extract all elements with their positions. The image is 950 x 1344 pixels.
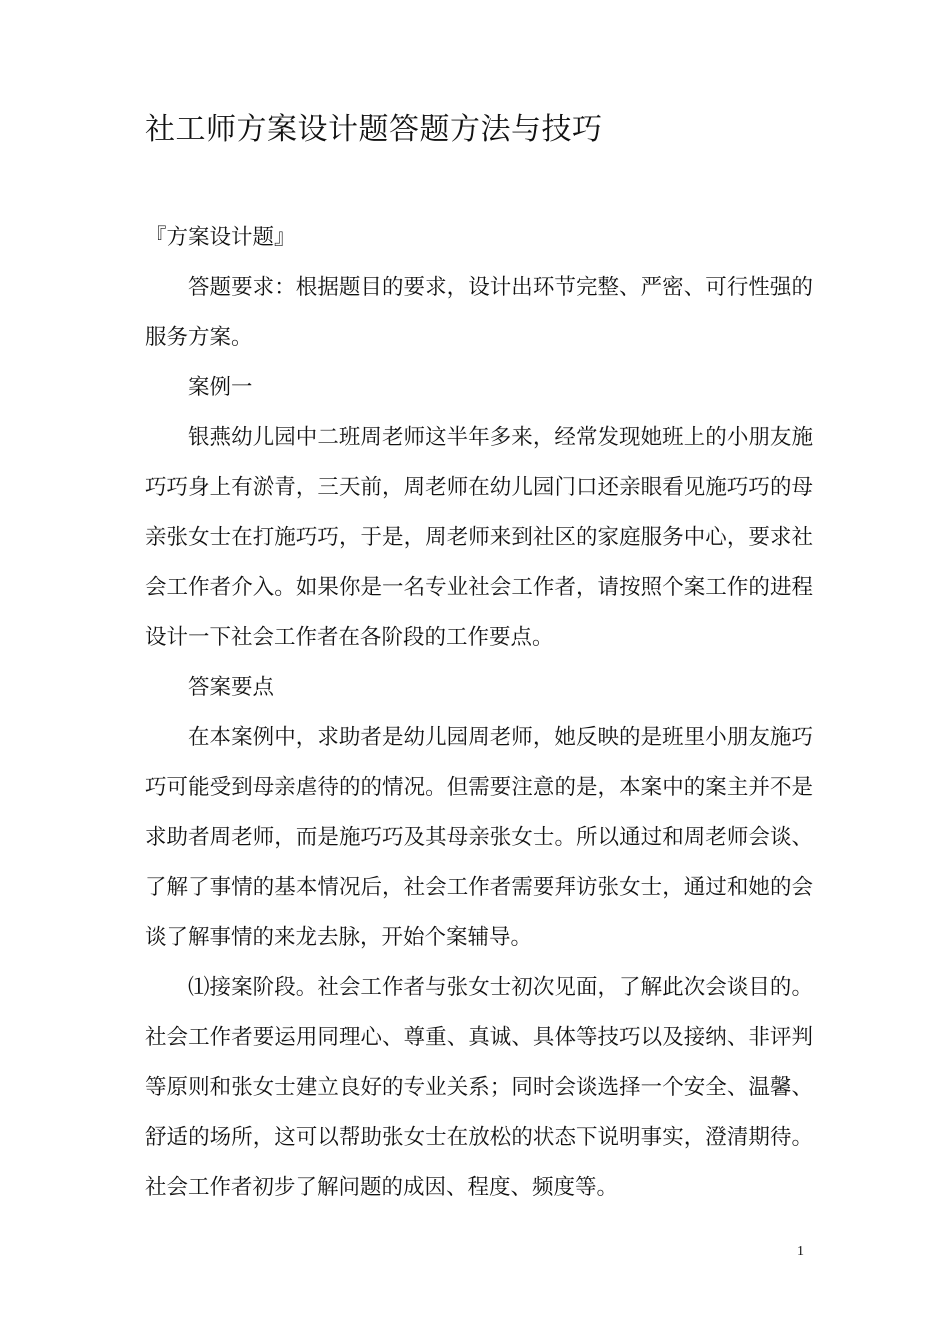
answer-requirement-paragraph: 答题要求：根据题目的要求，设计出环节完整、严密、可行性强的服务方案。 (145, 275, 813, 350)
case-analysis-paragraph: 在本案例中，求助者是幼儿园周老师，她反映的是班里小朋友施巧巧可能受到母亲虐待的的情况。但需要注意的是，本案中的案主并不是求助者周老师，而是施巧巧及其母亲张女士。所以通过和周老师会谈、了解了事情的基本情况后，社会工作者需要拜访张女士，通过和她的会谈了解事情的来龙去脉，开始个案辅导。 (145, 725, 813, 950)
case-heading: 案例一 (188, 375, 253, 400)
page-number: 1 (797, 1244, 804, 1259)
section-heading: 『方案设计题』 (145, 225, 296, 250)
answer-points-heading: 答案要点 (188, 675, 275, 700)
intake-stage-paragraph: ⑴接案阶段。社会工作者与张女士初次见面，了解此次会谈目的。社会工作者要运用同理心、尊重、真诚、具体等技巧以及接纳、非评判等原则和张女士建立良好的专业关系；同时会谈选择一个安全、温馨、舒适的场所，这可以帮助张女士在放松的状态下说明事实，澄清期待。社会工作者初步了解问题的成因、程度、频度等。 (145, 975, 813, 1200)
document-title: 社工师方案设计题答题方法与技巧 (145, 112, 603, 147)
document-body (145, 213, 813, 1213)
case-description-paragraph: 银燕幼儿园中二班周老师这半年多来，经常发现她班上的小朋友施巧巧身上有淤青，三天前，周老师在幼儿园门口还亲眼看见施巧巧的母亲张女士在打施巧巧，于是，周老师来到社区的家庭服务中心，要求社会工作者介入。如果你是一名专业社会工作者，请按照个案工作的进程设计一下社会工作者在各阶段的工作要点。 (145, 425, 813, 650)
